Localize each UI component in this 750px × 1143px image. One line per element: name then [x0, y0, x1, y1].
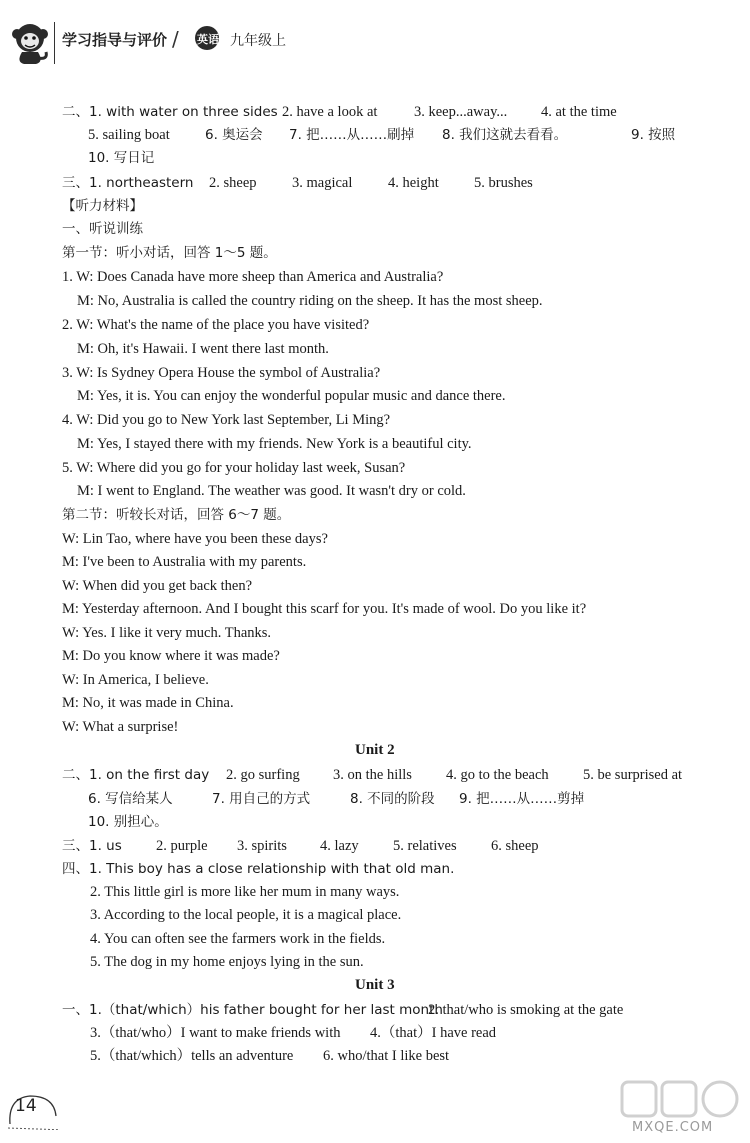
text-segment: 5. be surprised at — [583, 767, 683, 783]
text-segment: W: What a surprise! — [62, 719, 179, 735]
text-segment: 4. at the time — [541, 104, 617, 120]
unit-heading: Unit 2 — [355, 742, 395, 758]
text-segment: 2. W: What's the name of the place you have visited? — [62, 317, 370, 333]
text-segment: 4. You can often see the farmers work in the fields. — [90, 931, 386, 947]
text-segment: 7. 把……从……刷掉 — [289, 127, 415, 143]
text-segment: 7. 用自己的方式 — [212, 791, 311, 807]
text-segment: 9. 按照 — [631, 127, 676, 143]
text-segment: 二、1. with water on three sides — [62, 104, 278, 120]
text-segment: W: Lin Tao, where have you been these days? — [62, 531, 328, 547]
text-segment: M: No, it was made in China. — [62, 695, 234, 711]
text-segment: 4. W: Did you go to New York last September, Li Ming? — [62, 412, 391, 428]
header-slash: / — [172, 27, 179, 51]
text-segment: 6. 奥运会 — [205, 127, 263, 143]
text-segment: 2. go surfing — [226, 767, 300, 783]
text-segment: 2. have a look at — [282, 104, 378, 120]
text-segment: M: I went to England. The weather was good. It wasn't dry or cold. — [77, 483, 466, 499]
text-segment: M: Do you know where it was made? — [62, 648, 280, 664]
text-segment: 3.（that/who）I want to make friends with — [90, 1025, 341, 1041]
text-segment: 6. who/that I like best — [323, 1048, 450, 1064]
text-segment: 5.（that/which）tells an adventure — [90, 1048, 294, 1064]
text-segment: W: When did you get back then? — [62, 578, 253, 594]
text-segment: M: I've been to Australia with my parents. — [62, 554, 307, 570]
text-segment: M: Oh, it's Hawaii. I went there last month. — [77, 341, 329, 357]
text-segment: 【听力材料】 — [62, 198, 143, 214]
book-title: 学习指导与评价 — [62, 31, 168, 49]
text-segment: 3. spirits — [237, 838, 287, 854]
unit-heading: Unit 3 — [355, 977, 395, 993]
text-segment: 3. magical — [292, 175, 353, 191]
subject-label: 英语 — [197, 33, 219, 46]
text-segment: 4.（that）I have read — [370, 1025, 497, 1041]
text-segment: M: Yesterday afternoon. And I bought this scarf for you. It's made of wool. Do you like it? — [62, 601, 587, 617]
text-segment: 4. height — [388, 175, 439, 191]
text-segment: 一、1.（that/which）his father bought for her last month — [62, 1002, 443, 1018]
text-segment: 10. 写日记 — [88, 150, 155, 166]
text-segment: 一、听说训练 — [62, 221, 143, 237]
monkey-logo-icon — [8, 18, 52, 66]
text-segment: 8. 我们这就去看看。 — [442, 127, 568, 143]
text-segment: 第一节：听小对话，回答 1～5 题。 — [62, 245, 277, 261]
text-segment: 四、1. This boy has a close relationship with that old man. — [62, 861, 455, 877]
text-segment: M: No, Australia is called the country riding on the sheep. It has the most sheep. — [77, 293, 543, 309]
header-divider — [54, 22, 55, 64]
text-segment: 6. sheep — [491, 838, 539, 854]
text-segment: 5. sailing boat — [88, 127, 170, 143]
text-segment: 4. lazy — [320, 838, 359, 854]
page-header — [0, 0, 750, 75]
text-segment: 3. keep...away... — [414, 104, 508, 120]
text-segment: W: Yes. I like it very much. Thanks. — [62, 625, 272, 641]
text-segment: W: In America, I believe. — [62, 672, 209, 688]
text-segment: 5. W: Where did you go for your holiday last week, Susan? — [62, 460, 406, 476]
grade-label: 九年级上 — [230, 33, 286, 49]
text-segment: 5. The dog in my home enjoys lying in the sun. — [90, 954, 364, 970]
text-segment: 5. brushes — [474, 175, 533, 191]
text-segment: 8. 不同的阶段 — [350, 791, 435, 807]
text-segment: 2. sheep — [209, 175, 257, 191]
text-segment: 三、1. us — [62, 838, 122, 854]
text-segment: 6. 写信给某人 — [88, 791, 173, 807]
text-segment: 5. relatives — [393, 838, 457, 854]
text-segment: M: Yes, I stayed there with my friends. New York is a beautiful city. — [77, 436, 472, 452]
text-segment: 1. W: Does Canada have more sheep than America and Australia? — [62, 269, 444, 285]
text-segment: 二、1. on the first day — [62, 767, 210, 783]
text-segment: M: Yes, it is. You can enjoy the wonderful popular music and dance there. — [77, 388, 506, 404]
text-segment: 第二节：听较长对话，回答 6～7 题。 — [62, 507, 291, 523]
watermark-text: MXQE.COM — [632, 1120, 714, 1135]
text-segment: 三、1. northeastern — [62, 175, 194, 191]
text-segment: 3. W: Is Sydney Opera House the symbol of Australia? — [62, 365, 381, 381]
text-segment: 2. This little girl is more like her mum in many ways. — [90, 884, 400, 900]
text-segment: 9. 把……从……剪掉 — [459, 791, 585, 807]
text-segment: 2. purple — [156, 838, 208, 854]
page-number: 14 — [15, 1096, 37, 1116]
text-segment: 10. 别担心。 — [88, 814, 168, 830]
text-segment: 4. go to the beach — [446, 767, 549, 783]
text-segment: 2. that/who is smoking at the gate — [428, 1002, 624, 1018]
text-segment: 3. According to the local people, it is a magical place. — [90, 907, 402, 923]
text-segment: 3. on the hills — [333, 767, 412, 783]
